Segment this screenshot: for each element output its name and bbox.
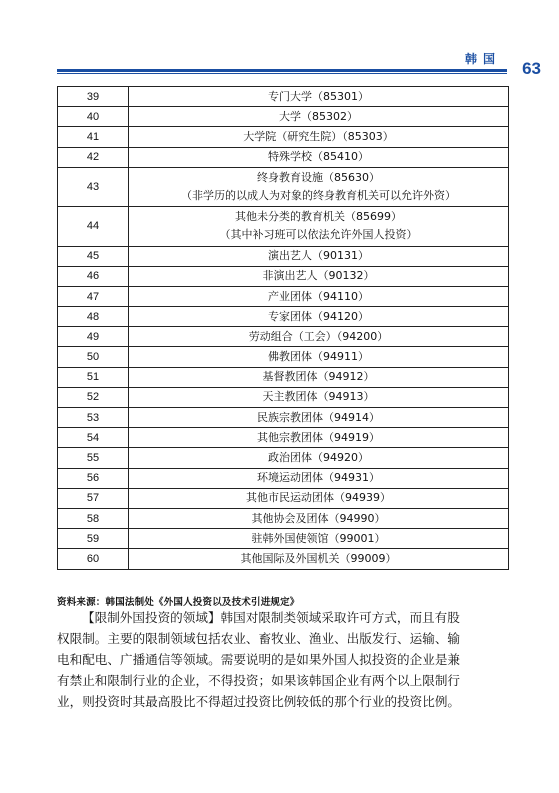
table-row <box>58 468 509 488</box>
table-row <box>58 347 509 367</box>
industry-name-line: 其他未分类的教育机关（85699） <box>235 210 402 224</box>
paragraph-line: 业，则投资时其最高股比不得超过投资比例较低的那个行业的投资比例。 <box>57 694 460 709</box>
industry-name <box>129 127 509 147</box>
industry-name <box>129 87 509 107</box>
row-number: 44 <box>58 207 129 246</box>
table-row <box>58 508 509 528</box>
row-number: 48 <box>58 307 129 327</box>
row-number: 57 <box>58 488 129 508</box>
table-row <box>58 408 509 428</box>
row-number: 41 <box>58 127 129 147</box>
table-row <box>58 428 509 448</box>
industry-name <box>129 107 509 127</box>
row-number: 52 <box>58 387 129 407</box>
source-note: 资料来源：韩国法制处《外国人投资以及技术引进规定》 <box>57 597 300 608</box>
table-row <box>58 207 509 246</box>
row-number: 54 <box>58 428 129 448</box>
industry-name <box>129 387 509 407</box>
industry-name <box>129 167 509 206</box>
table-row <box>58 286 509 306</box>
industry-name <box>129 286 509 306</box>
table-row <box>58 549 509 569</box>
table-row <box>58 307 509 327</box>
paragraph-line: 权限制。主要的限制领域包括农业、畜牧业、渔业、出版发行、运输、输 <box>57 631 460 646</box>
row-number: 49 <box>58 327 129 347</box>
row-number: 59 <box>58 529 129 549</box>
paragraph-line: 有禁止和限制行业的企业，不得投资；如果该韩国企业有两个以上限制行 <box>57 673 460 688</box>
industry-table <box>57 86 509 570</box>
header-rule <box>57 69 507 72</box>
industry-name <box>129 448 509 468</box>
industry-name <box>129 246 509 266</box>
table-row <box>58 448 509 468</box>
industry-name-line: 劳动组合（工会）（94200） <box>248 329 389 343</box>
page-number: 63 <box>522 59 541 78</box>
industry-name <box>129 307 509 327</box>
row-number: 60 <box>58 549 129 569</box>
industry-name-line: 佛教团体（94911） <box>268 350 369 364</box>
industry-name-line: 基督教团体（94912） <box>262 370 375 384</box>
table-row <box>58 367 509 387</box>
header-country: 韩国 <box>464 52 501 66</box>
industry-name <box>129 549 509 569</box>
paragraph-line: 【限制外国投资的领域】韩国对限制类领域采取许可方式，而且有股 <box>82 610 460 625</box>
industry-name <box>129 207 509 246</box>
industry-name-line: 环境运动团体（94931） <box>257 471 380 485</box>
table-row <box>58 529 509 549</box>
row-number: 45 <box>58 246 129 266</box>
industry-name-line: 其他协会及团体（94990） <box>251 511 386 525</box>
table-row <box>58 387 509 407</box>
row-number: 43 <box>58 167 129 206</box>
industry-name-line: （非学历的以成人为对象的终身教育机关可以允许外资） <box>181 188 456 202</box>
industry-name-line: 其他宗教团体（94919） <box>257 430 380 444</box>
industry-name-line: 天主教团体（94913） <box>262 390 375 404</box>
industry-name-line: 其他国际及外国机关（99009） <box>240 551 397 565</box>
industry-name-line: 专门大学（85301） <box>268 89 369 103</box>
row-number: 46 <box>58 266 129 286</box>
industry-name <box>129 147 509 167</box>
row-number: 40 <box>58 107 129 127</box>
industry-name-line: 大学院（研究生院）（85303） <box>243 129 394 143</box>
industry-name-line: 民族宗教团体（94914） <box>257 410 380 424</box>
table-row <box>58 147 509 167</box>
row-number: 39 <box>58 87 129 107</box>
industry-name <box>129 488 509 508</box>
industry-name <box>129 266 509 286</box>
table-row <box>58 167 509 206</box>
row-number: 50 <box>58 347 129 367</box>
industry-name-line: 专家团体（94120） <box>268 309 369 323</box>
industry-name <box>129 347 509 367</box>
header-rule-thin <box>57 73 507 74</box>
table-row <box>58 327 509 347</box>
row-number: 42 <box>58 147 129 167</box>
industry-name <box>129 408 509 428</box>
industry-name-line: 政治团体（94920） <box>268 451 369 464</box>
industry-name <box>129 508 509 528</box>
industry-name <box>129 327 509 347</box>
industry-name <box>129 529 509 549</box>
industry-name <box>129 468 509 488</box>
row-number: 58 <box>58 508 129 528</box>
row-number: 47 <box>58 286 129 306</box>
table-row <box>58 127 509 147</box>
row-number: 55 <box>58 448 129 468</box>
industry-name <box>129 428 509 448</box>
row-number: 53 <box>58 408 129 428</box>
row-number: 51 <box>58 367 129 387</box>
industry-name-line: 大学（85302） <box>279 109 358 123</box>
industry-name-line: 非演出艺人（90132） <box>262 269 375 283</box>
industry-name <box>129 367 509 387</box>
table-row <box>58 488 509 508</box>
industry-name-line: （其中补习班可以依法允许外国人投资） <box>219 228 418 242</box>
body-paragraph <box>57 607 509 712</box>
table-row <box>58 266 509 286</box>
industry-name-line: 终身教育设施（85630） <box>257 170 380 184</box>
industry-name-line: 演出艺人（90131） <box>268 249 369 263</box>
table-row <box>58 87 509 107</box>
paragraph-line: 电和配电、广播通信等领域。需要说明的是如果外国人拟投资的企业是兼 <box>57 652 460 667</box>
table-row <box>58 107 509 127</box>
industry-name-line: 特殊学校（85410） <box>268 150 369 164</box>
industry-name-line: 驻韩外国使领馆（99001） <box>251 531 386 545</box>
industry-name-line: 其他市民运动团体（94939） <box>246 491 391 505</box>
table-row <box>58 246 509 266</box>
industry-name-line: 产业团体（94110） <box>268 289 369 303</box>
row-number: 56 <box>58 468 129 488</box>
